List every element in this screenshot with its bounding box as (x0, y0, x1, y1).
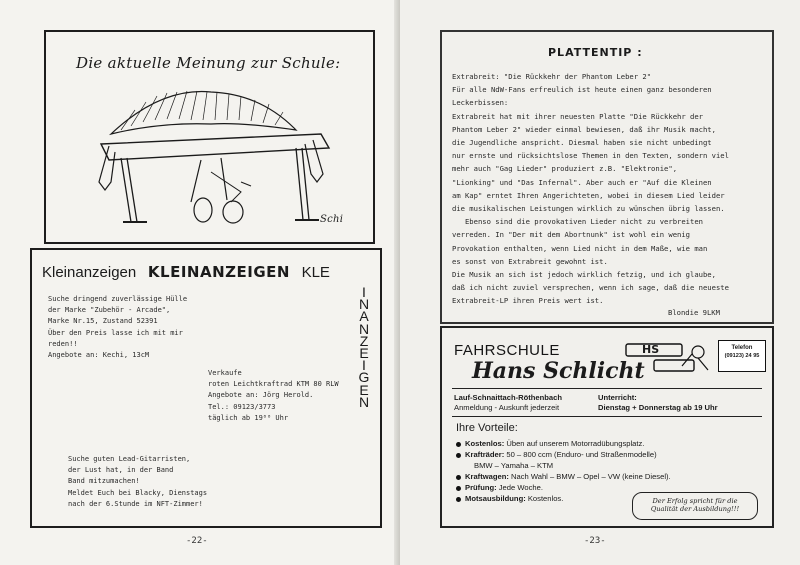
bullet-icon (456, 486, 461, 491)
motorcycle-car-icon (624, 340, 714, 374)
classifieds-header-thin: Kleinanzeigen (42, 264, 137, 281)
school-logo-text: HS (642, 343, 660, 356)
review-line: die musikalischen Leistungen wirklich zu wünschen übrig lassen. (452, 204, 725, 214)
classifieds-frame (30, 248, 382, 528)
ad-line: Über den Preis lasse ich mit mir (48, 328, 183, 337)
review-line: Extrabreit: "Die Rückkehr der Phantom Leber 2" (452, 72, 652, 81)
cartoon-drawing (91, 82, 331, 232)
vertical-letter: I (362, 357, 366, 374)
cartoon-frame (44, 30, 375, 244)
review-line: die Jugendliche anspricht. Diesmal haben sie nicht unbedingt (452, 138, 712, 148)
classified-ad-1 (48, 294, 187, 361)
ad-line: der Marke "Zubehör - Arcade", (48, 306, 171, 315)
advantage-text: Nach Wahl – BMW – Opel – VW (keine Diesel). (511, 472, 671, 481)
registration-label: Anmeldung - Auskunft jederzeit (454, 403, 560, 412)
ad-divider (452, 388, 762, 389)
school-logo (624, 340, 714, 374)
advantage-text: 50 – 800 ccm (Enduro- und Straßenmodelle) (506, 450, 657, 459)
review-line: Leckerbissen: (452, 98, 509, 108)
review-line: Provokation enthalten, wenn Lied nicht in dem Maße, wie man (452, 243, 708, 253)
vertical-letter: E (359, 381, 369, 398)
classifieds-header-tail: KLE (301, 264, 330, 281)
review-line: Phantom Leber 2" wieder einmal bewiesen, daß ihr Musik macht, (452, 124, 716, 134)
school-address: Lauf-Schnaittach-Röthenbach (454, 393, 563, 402)
vertical-letter: E (359, 345, 369, 362)
ad-divider-2 (452, 416, 762, 417)
ad-line: Verkaufe (208, 369, 242, 377)
school-name-top: FAHRSCHULE (454, 342, 560, 359)
review-line: mehr auch "Gag Lieder" produziert z.B. "Elektronie", (452, 164, 678, 174)
bullet-icon (456, 453, 461, 458)
ad-line: Band mitzumachen! (68, 477, 140, 486)
right-page (400, 0, 800, 565)
advantage-text: Kostenlos. (527, 494, 564, 503)
advantage-item (456, 460, 766, 471)
review-line: verreden. In "Der mit dem Abortnunk" ist wohl ein wenig (452, 230, 690, 240)
advantage-label: Krafträder: (465, 450, 507, 459)
classified-ad-2 (208, 368, 339, 424)
advantages-title: Ihre Vorteile: (456, 422, 518, 434)
review-line: es sonst von Extrabreit gewohnt ist. (452, 256, 608, 266)
slogan-line-1: Der Erfolg spricht für die (652, 497, 738, 505)
advantage-text: BMW – Yamaha – KTM (474, 461, 554, 470)
teach-label: Unterricht: (598, 393, 637, 402)
vertical-letter: N (358, 320, 370, 337)
review-line: am Kap" erntet Ihren Angerichteten, wobei in diesem Lied leider (452, 190, 725, 200)
review-line: Extrabreit hat mit ihrer neuesten Platte "Die Rückkehr der (452, 111, 703, 121)
advantage-label: Kostenlos: (465, 439, 507, 448)
ad-line: der Lust hat, in der Band (68, 466, 174, 475)
advantage-label: Motsausbildung: (465, 494, 528, 503)
vertical-letter: G (358, 369, 370, 386)
ad-line: Meldet Euch bei Blacky, Dienstags (68, 488, 208, 497)
ad-line: Angebote an: Jörg Herold. (208, 391, 314, 400)
vertical-letter: I (362, 284, 366, 300)
ad-line: Suche guten Lead-Gitarristen, (68, 455, 191, 463)
classified-ad-3 (68, 454, 207, 510)
review-line: Extrabreit-LP ihren Preis wert ist. (452, 296, 604, 306)
bullet-icon (456, 442, 461, 447)
advantage-text: Jede Woche. (498, 483, 543, 492)
vertical-letter: Z (359, 332, 369, 349)
ad-line: nach der 6.Stunde im NFT-Zimmer! (68, 499, 203, 508)
advantage-label: Prüfung: (465, 483, 499, 492)
review-line: nur ernste und rücksichtslose Themen in den Texten, sondern viel (452, 151, 729, 161)
review-line: Ebenso sind die provokativen Lieder nicht zu verbreiten (452, 217, 703, 227)
bullet-icon (456, 497, 461, 502)
page-number-right: -23- (584, 536, 606, 546)
cartoon-signature: Schi (320, 214, 344, 225)
classifieds-header (42, 262, 330, 281)
review-author: Blondie 9LKM (668, 308, 720, 317)
slogan-box (632, 492, 758, 520)
ad-line: Marke Nr.15, Zustand 52391 (48, 317, 158, 326)
ad-line: Suche dringend zuverlässige Hülle (48, 295, 188, 303)
ad-line: roten Leichtkraftrad KTM 80 RLW (208, 380, 339, 389)
advantage-item (456, 438, 766, 449)
review-title: PLATTENTIP : (548, 46, 643, 59)
advantage-item (456, 449, 766, 460)
cartoon-caption: Die aktuelle Meinung zur Schule: (76, 54, 341, 72)
vertical-letter: A (359, 308, 369, 325)
review-line: Die Musik an sich ist jedoch wirklich fetzig, und ich glaube, (452, 270, 716, 280)
advantage-item (456, 471, 766, 482)
bullet-icon (456, 475, 461, 480)
review-line: Für alle NdW-Fans erfreulich ist heute einen ganz besonderen (452, 85, 712, 95)
advantage-text: Üben auf unserem Motorradübungsplatz. (506, 439, 645, 448)
vertical-letter: N (358, 393, 370, 410)
school-name-script: Hans Schlicht (472, 358, 645, 384)
driving-school-ad (440, 326, 774, 528)
phone-label: Telefon (731, 345, 753, 351)
phone-box (718, 340, 766, 372)
review-line: daß ich nicht zuviel versprechen, wenn ich sage, daß die neueste (452, 283, 729, 293)
advantage-label: Kraftwagen: (465, 472, 511, 481)
review-line: "Lionking" und "Das Infernal". Aber auch er "Auf die Kleinen (452, 177, 712, 187)
ad-line: täglich ab 19⁰⁰ Uhr (208, 413, 289, 422)
lesson-times: Dienstag + Donnerstag ab 19 Uhr (598, 403, 718, 412)
review-text (452, 70, 729, 308)
classifieds-header-bold: KLEINANZEIGEN (147, 263, 290, 281)
ad-line: reden!! (48, 339, 78, 348)
vertical-letter: N (358, 296, 370, 313)
review-frame (440, 30, 774, 324)
ad-line: Angebote an: Kechi, 13cM (48, 351, 150, 360)
ad-line: Tel.: 09123/3773 (208, 402, 276, 411)
page-number-left: -22- (186, 536, 208, 546)
phone-number: (09123) 24 95 (724, 353, 760, 359)
slogan-line-2: Qualität der Ausbildung!!! (650, 505, 740, 513)
vertical-classifieds-label (356, 286, 372, 408)
